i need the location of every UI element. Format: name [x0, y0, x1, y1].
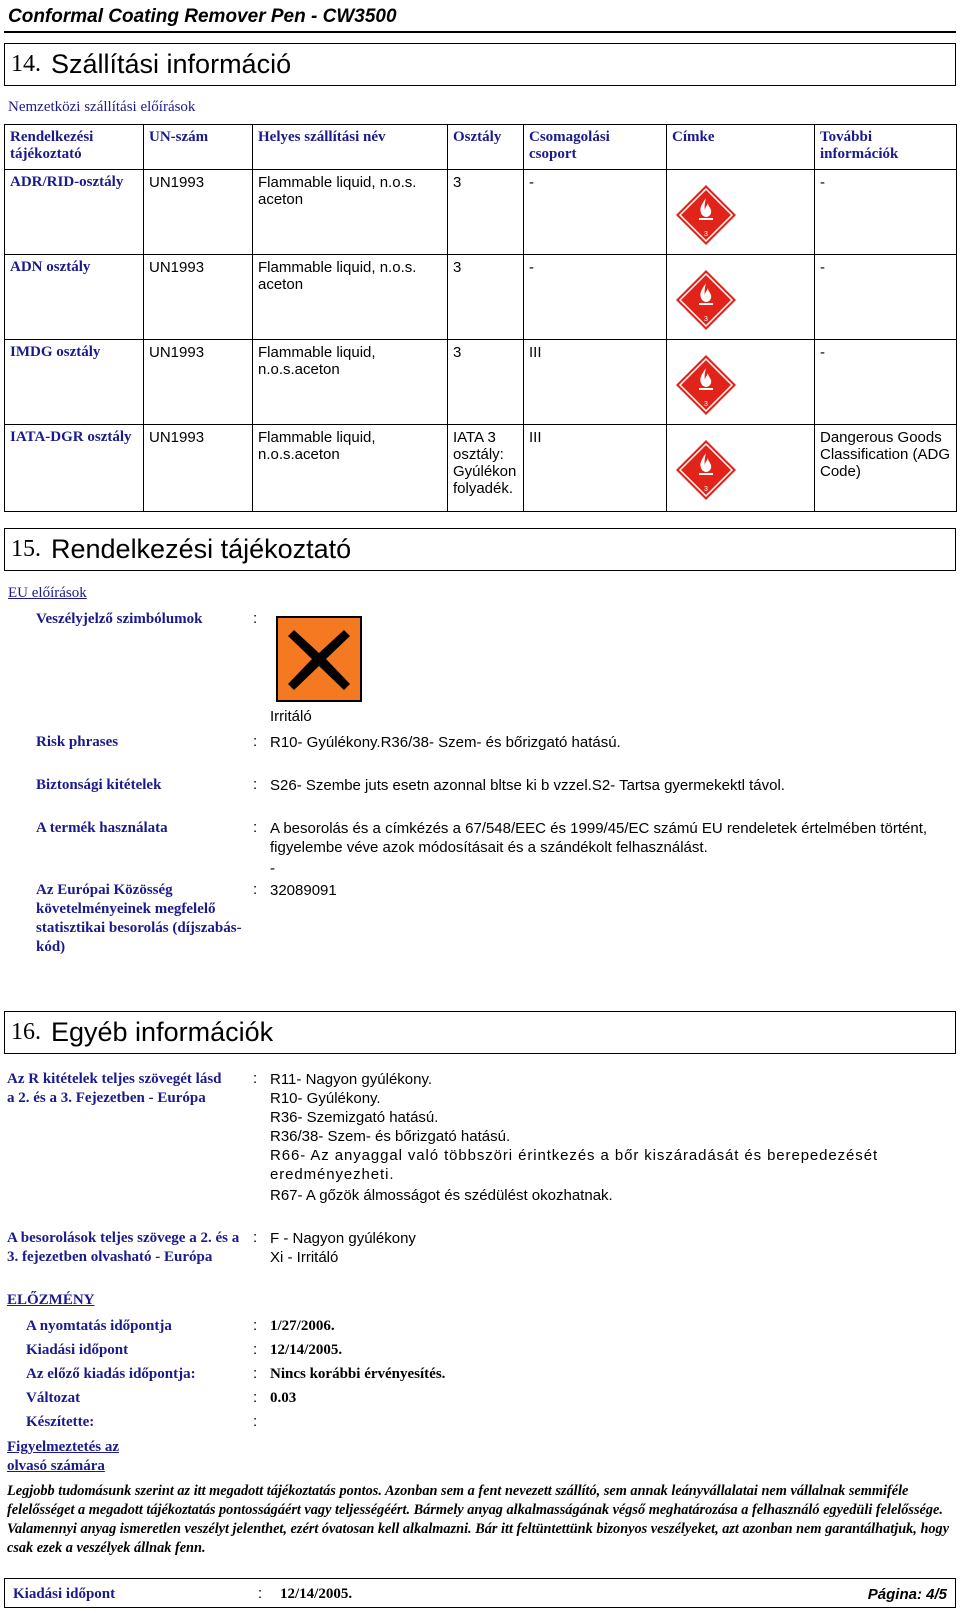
label-number: 3	[704, 231, 708, 238]
previous-issue-date-label: Az előző kiadás időpontja:	[26, 1366, 196, 1382]
product-use-dash: -	[270, 860, 275, 877]
column-header: Csomagolási csoport	[524, 125, 667, 170]
packing-group-cell: III	[524, 425, 667, 512]
prepared-by-label: Készítette:	[26, 1414, 95, 1430]
info-cell: -	[815, 255, 957, 340]
section-15-header	[4, 528, 956, 571]
table-header-row	[5, 125, 957, 170]
list-item: R67- A gőzök álmosságot és szédülést okozhatnak.	[270, 1187, 613, 1204]
column-header: További információk	[815, 125, 957, 170]
shipping-name-cell: Flammable liquid, n.o.s. aceton	[253, 255, 448, 340]
issue-date-value: 12/14/2005.	[270, 1342, 343, 1358]
previous-issue-date-value: Nincs korábbi érvényesítés.	[270, 1366, 446, 1382]
colon: :	[253, 610, 258, 627]
eu-regulations-label: EU előírások	[8, 585, 87, 601]
un-number-cell: UN1993	[144, 340, 253, 425]
colon: :	[253, 1229, 258, 1246]
section-16-header	[4, 1011, 956, 1054]
colon: :	[253, 1389, 258, 1406]
reader-notice-label: Figyelmeztetés az olvasó számára	[7, 1439, 120, 1474]
table-row	[5, 255, 957, 340]
label-number: 3	[704, 401, 708, 408]
colon: :	[253, 881, 258, 898]
packing-group-cell: -	[524, 170, 667, 255]
label-cell	[667, 340, 815, 425]
info-cell: -	[815, 170, 957, 255]
section-title: Szállítási információ	[51, 49, 292, 79]
version-value: 0.03	[270, 1390, 297, 1406]
label-number: 3	[704, 316, 708, 323]
regulation-cell: IMDG osztály	[5, 340, 144, 425]
colon: :	[253, 1341, 258, 1358]
footer-issue-date-label: Kiadási időpont	[13, 1586, 116, 1602]
column-header: Helyes szállítási név	[253, 125, 448, 170]
section-title: Rendelkezési tájékoztató	[51, 534, 352, 564]
product-use-value: A besorolás és a címkézés a 67/548/EEC és 1999/45/EC számú EU rendeletek értelmében történt, figyelembe véve azok módosításait és a szándékolt felhasználást.	[270, 820, 928, 856]
class-cell: 3	[448, 170, 524, 255]
hazard-symbols-label: Veszélyjelző szimbólumok	[36, 611, 203, 627]
transport-subtitle: Nemzetközi szállítási előírások	[8, 99, 196, 115]
colon: :	[253, 1413, 258, 1430]
symbol-caption: Irritáló	[270, 708, 312, 725]
class-cell: 3	[448, 340, 524, 425]
regulation-cell: ADN osztály	[5, 255, 144, 340]
label-cell	[667, 255, 815, 340]
section-number: 16.	[11, 1019, 41, 1045]
shipping-name-cell: Flammable liquid, n.o.s.aceton	[253, 425, 448, 512]
section-number: 15.	[11, 536, 41, 562]
table-row	[5, 425, 957, 512]
header-rule	[4, 31, 956, 33]
shipping-name-cell: Flammable liquid, n.o.s. aceton	[253, 170, 448, 255]
list-item: R10- Gyúlékony.	[270, 1090, 381, 1107]
colon: :	[253, 1070, 258, 1087]
list-item: F - Nagyon gyúlékony	[270, 1230, 416, 1247]
print-date-label: A nyomtatás időpontja	[26, 1318, 172, 1334]
un-number-cell: UN1993	[144, 170, 253, 255]
info-cell: Dangerous Goods Classification (ADG Code)	[815, 425, 957, 512]
safety-phrases-label: Biztonsági kitételek	[36, 777, 162, 793]
info-cell: -	[815, 340, 957, 425]
section-number: 14.	[11, 51, 41, 77]
page-number: Página: 4/5	[867, 1586, 947, 1603]
shipping-name-cell: Flammable liquid, n.o.s.aceton	[253, 340, 448, 425]
colon: :	[253, 819, 258, 836]
flammable-liquid-diamond-icon	[675, 184, 737, 246]
flammable-liquid-diamond-icon	[675, 354, 737, 416]
flammable-liquid-diamond-icon	[675, 439, 737, 501]
colon: :	[253, 733, 258, 750]
colon: :	[253, 1317, 258, 1334]
label-cell	[667, 170, 815, 255]
list-item: R66- Az anyaggal való többszöri érintkezés a bőr kiszáradását és berepedezését eredményezheti.	[270, 1147, 879, 1183]
product-use-label: A termék használata	[36, 820, 168, 836]
disclaimer-text: Legjobb tudomásunk szerint az itt megadott tájékoztatás pontos. Azonban sem a fent nevezett szállító, sem annak leányvállalatai nem vállalnak semmiféle felelősséget a megadott tájékoztatás pontosságáért vagy teljességéért. Bármely anyag alkalmasságának végső meghatározása a felhasználó egyedüli felelőssége. Valamennyi anyag ismeretlen veszélyt jelenthet, ezért óvatosan kell alkalmazni. Bár itt feltüntettünk bizonyos veszélyeket, azt azonban nem garantálhatjuk, hogy csak ezek a veszélyek állnak fenn.	[7, 1483, 950, 1556]
classification-list	[270, 1229, 416, 1267]
column-header: Osztály	[448, 125, 524, 170]
classification-fulltext-label: A besorolások teljes szövege a 2. és a 3. fejezetben olvasható - Európa	[7, 1230, 240, 1265]
label-cell	[667, 425, 815, 512]
r-phrases-fulltext-label: Az R kitételek teljes szövegét lásd a 2. és a 3. Fejezetben - Európa	[7, 1071, 222, 1106]
section-title: Egyéb információk	[51, 1017, 274, 1047]
print-date-value: 1/27/2006.	[270, 1318, 335, 1334]
section-14-header	[4, 43, 956, 86]
list-item: R36/38- Szem- és bőrizgató hatású.	[270, 1128, 511, 1145]
statistical-classification-value: 32089091	[270, 882, 337, 899]
issue-date-label: Kiadási időpont	[26, 1342, 129, 1358]
packing-group-cell: III	[524, 340, 667, 425]
class-cell: IATA 3 osztály: Gyúlékon folyadék.	[448, 425, 524, 512]
un-number-cell: UN1993	[144, 255, 253, 340]
risk-phrases-label: Risk phrases	[36, 734, 119, 750]
regulation-cell: IATA-DGR osztály	[5, 425, 144, 512]
footer	[4, 1578, 956, 1608]
irritant-x-icon	[276, 616, 362, 702]
un-number-cell: UN1993	[144, 425, 253, 512]
flammable-liquid-diamond-icon	[675, 269, 737, 331]
statistical-classification-label: Az Európai Közösség követelményeinek megfelelő statisztikai besorolás (díjszabás-kód)	[36, 882, 242, 955]
column-header: Címke	[667, 125, 815, 170]
history-label: ELŐZMÉNY	[7, 1292, 95, 1308]
list-item: R36- Szemizgató hatású.	[270, 1109, 439, 1126]
list-item: R11- Nagyon gyúlékony.	[270, 1071, 433, 1088]
safety-phrases-value: S26- Szembe juts esetn azonnal bltse ki b vzzel.S2- Tartsa gyermekektl távol.	[270, 777, 785, 794]
colon: :	[258, 1585, 263, 1602]
column-header: UN-szám	[144, 125, 253, 170]
version-label: Változat	[26, 1390, 81, 1406]
colon: :	[253, 776, 258, 793]
table-row	[5, 170, 957, 255]
document-title: Conformal Coating Remover Pen - CW3500	[8, 6, 397, 27]
r-phrases-list	[270, 1070, 955, 1205]
label-number: 3	[704, 486, 708, 493]
colon: :	[253, 1365, 258, 1382]
risk-phrases-value: R10- Gyúlékony.R36/38- Szem- és bőrizgató hatású.	[270, 734, 621, 751]
class-cell: 3	[448, 255, 524, 340]
transport-table	[4, 124, 957, 512]
footer-issue-date-value: 12/14/2005.	[280, 1586, 353, 1602]
regulation-cell: ADR/RID-osztály	[5, 170, 144, 255]
packing-group-cell: -	[524, 255, 667, 340]
list-item: Xi - Irritáló	[270, 1249, 339, 1266]
column-header: Rendelkezési tájékoztató	[5, 125, 144, 170]
table-row	[5, 340, 957, 425]
